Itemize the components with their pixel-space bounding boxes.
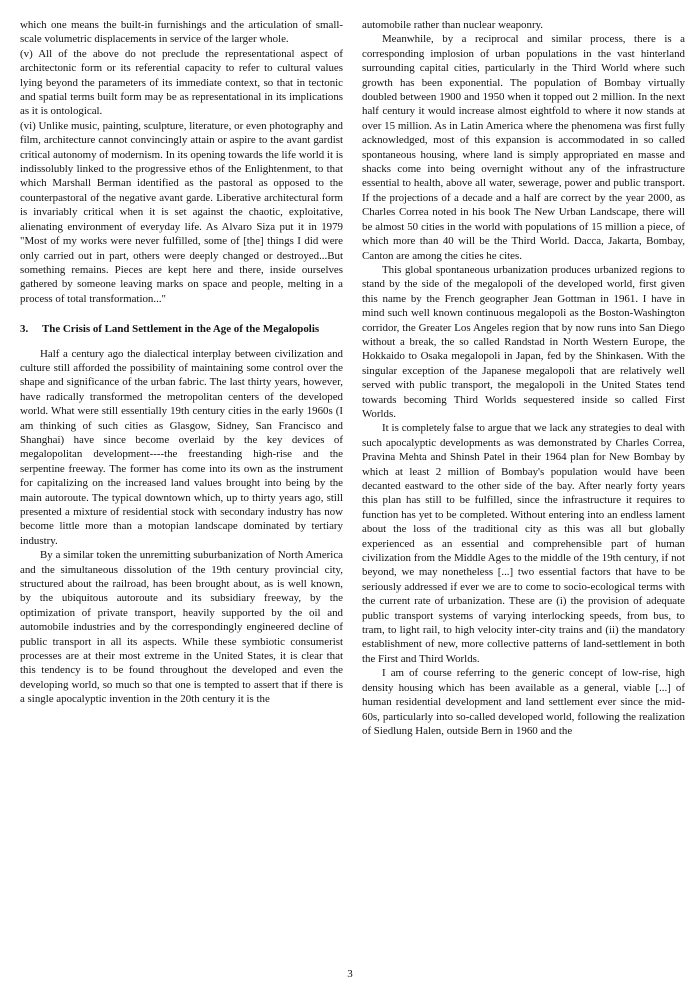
left-column <box>20 18 343 707</box>
paragraph: Meanwhile, by a reciprocal and similar process, there is a corresponding implosion of urban populations in the vast hinterland surrounding capital cities, particularly in the Third World where such growth has been exponential. The population of Bombay virtually doubled between 1900 and 1950 when it topped out 2 million. In the next half century it would increase almost eightfold to where it now stands at over 15 million. As in Latin America where the phenomena was first fully acknowledged, most of this expansion is accommodated in so called spontaneous housing, where land is simply appropriated en masse and shacks come into being overnight without any of the infrastructure essential to health, above all water, sewerage, power and public transport. If the projections of a decade and a half are correct by the year 2000, as Charles Correa noted in his book The New Urban Landscape, there will be almost 50 cities in the world with populations of 15 million a piece, of which more than 40 will be the Third World. Dacca, Jakarta, Bombay, Canton are among the cities he cites. <box>362 33 685 262</box>
paragraph: I am of course referring to the generic concept of low-rise, high density housing which has been available as a general, viable [...] of human residential development and land settlement ever since the mid-60s, particularly into so-called developed world, following the realization of Siedlung Halen, outside Bern in 1960 and the <box>362 667 685 737</box>
paragraph-item-v: (v) All of the above do not preclude the representational aspect of architectonic form or its referential capacity to refer to cultural values lying beyond the parameters of its immediate context, so that in tectonic and spatial terms built form may be as representational in its implications as it is ontological. <box>20 47 343 118</box>
section-heading <box>20 322 343 336</box>
paragraph: automobile rather than nuclear weaponry. <box>362 19 544 31</box>
section-title: The Crisis of Land Settlement in the Age of the Megalopolis <box>42 323 320 336</box>
paragraph: This global spontaneous urbanization produces urbanized regions to stand by the side of the megalopoli of the developed world, first given this name by the French geographer Jean Gottman in 1961. I have in mind such well known continuous megalopoli as the Boston-Washington corridor, the Greater Los Angeles region that by now runs into San Diego without a break, the so called Randstad in North Western Europe, the Hokkaido to Osaka megalopoli in Japan, fed by the Shinkasen. With the singular exception of the Japanese megalopoli that are relatively well served with public transport, the megalopoli in the United States tend towards becoming Third Worlds sequestered inside so called First Worlds. <box>362 263 685 420</box>
paragraph: It is completely false to argue that we lack any strategies to deal with such apocalyptic developments as was demonstrated by Charles Correa, Pravina Mehta and Shinsh Patel in their 1964 plan for New Bombay by which at least 2 million of Bombay's population would have been decanted eastward to the other side of the bay. After nearly forty years this plan has still to be fulfilled, since the infrastructure it requires to function has yet to be completed. Without entering into an endless lament about the loss of the traditional city as this was all but globally experienced as an essential and comprehensible part of human civilization from the Middle Ages to the middle of the 19th century, if not beyond, we may nonetheless [...] two essential factors that have to be seriously addressed if ever we are to come to socio-ecological terms with the current rate of urbanization. These are (i) the provision of adequate public transport systems of varying interlocking speeds, from bus, to tram, to light rail, to high velocity inter-city trains and (ii) the mandatory establishment of new, more collective patterns of land-settlement in both the First and Third Worlds. <box>362 422 685 665</box>
document-page <box>20 18 685 978</box>
paragraph: By a similar token the unremitting suburbanization of North America and the simultaneous dissolution of the 19th century provincial city, structured about the railroad, has been brought about, as is well known, by the ubiquitous autoroute and its subsidiary freeway, by the optimization of private transport, heavily supported by the oil and automobile industries and by the correspondingly engineered decline of public transport in all its aspects. While these symbiotic consumerist processes are at their most extreme in the United States, it is clear that this tendency is to be found throughout the developed and even the developing world, so much so that one is tempted to assert that if there is a single apocalyptic invention in the 20th century it is the <box>20 549 343 706</box>
paragraph: Half a century ago the dialectical interplay between civilization and culture still afforded the possibility of maintaining some control over the shape and significance of the urban fabric. The last thirty years, however, have radically transformed the metropolitan centers of the developed world. What were still essentially 19th century cities in the early 1960s (I am thinking of such cities as Glasgow, Sidney, San Francisco and Shanghai) have since become overlaid by the key devices of megalopolitan development----the freestanding high-rise and the serpentine freeway. The former has come into its own as the instrument for capitalizing on the increased land values brought into being by the main autoroute. The typical downtown which, up to thirty years ago, still presented a mixture of residential stock with secondary industry has now become little more than a motopian landscape dominated by tertiary industry. <box>20 347 343 547</box>
section-number: 3. <box>20 323 29 336</box>
page-number: 3 <box>347 968 353 980</box>
paragraph: which one means the built-in furnishings and the articulation of small-scale volumetric displacements in service of the larger whole. <box>20 19 343 46</box>
right-column <box>362 18 685 738</box>
paragraph-item-vi: (vi) Unlike music, painting, sculpture, literature, or even photography and film, architecture cannot convincingly attain or aspire to the avant gardist critical autonomy of modernism. In its opening towards the life world it is indissolubly linked to the progressive ethos of the Enlightenment, to that which Marshall Berman identified as the pastoral as opposed to the counterpastoral of the negative avant garde. Liberative architectural form is invariably critical when it is set against the chaotic, exploitative, alienating environment of everyday life. As Alvaro Siza put it in 1979 "Most of my works were never fulfilled, some of [the] things I did were only carried out in part, others were deeply changed or destroyed...But something remains. Pieces are kept here and there, inside ourselves gathered by someone leaving marks on space and people, melting in a process of total transformation..." <box>20 119 343 305</box>
